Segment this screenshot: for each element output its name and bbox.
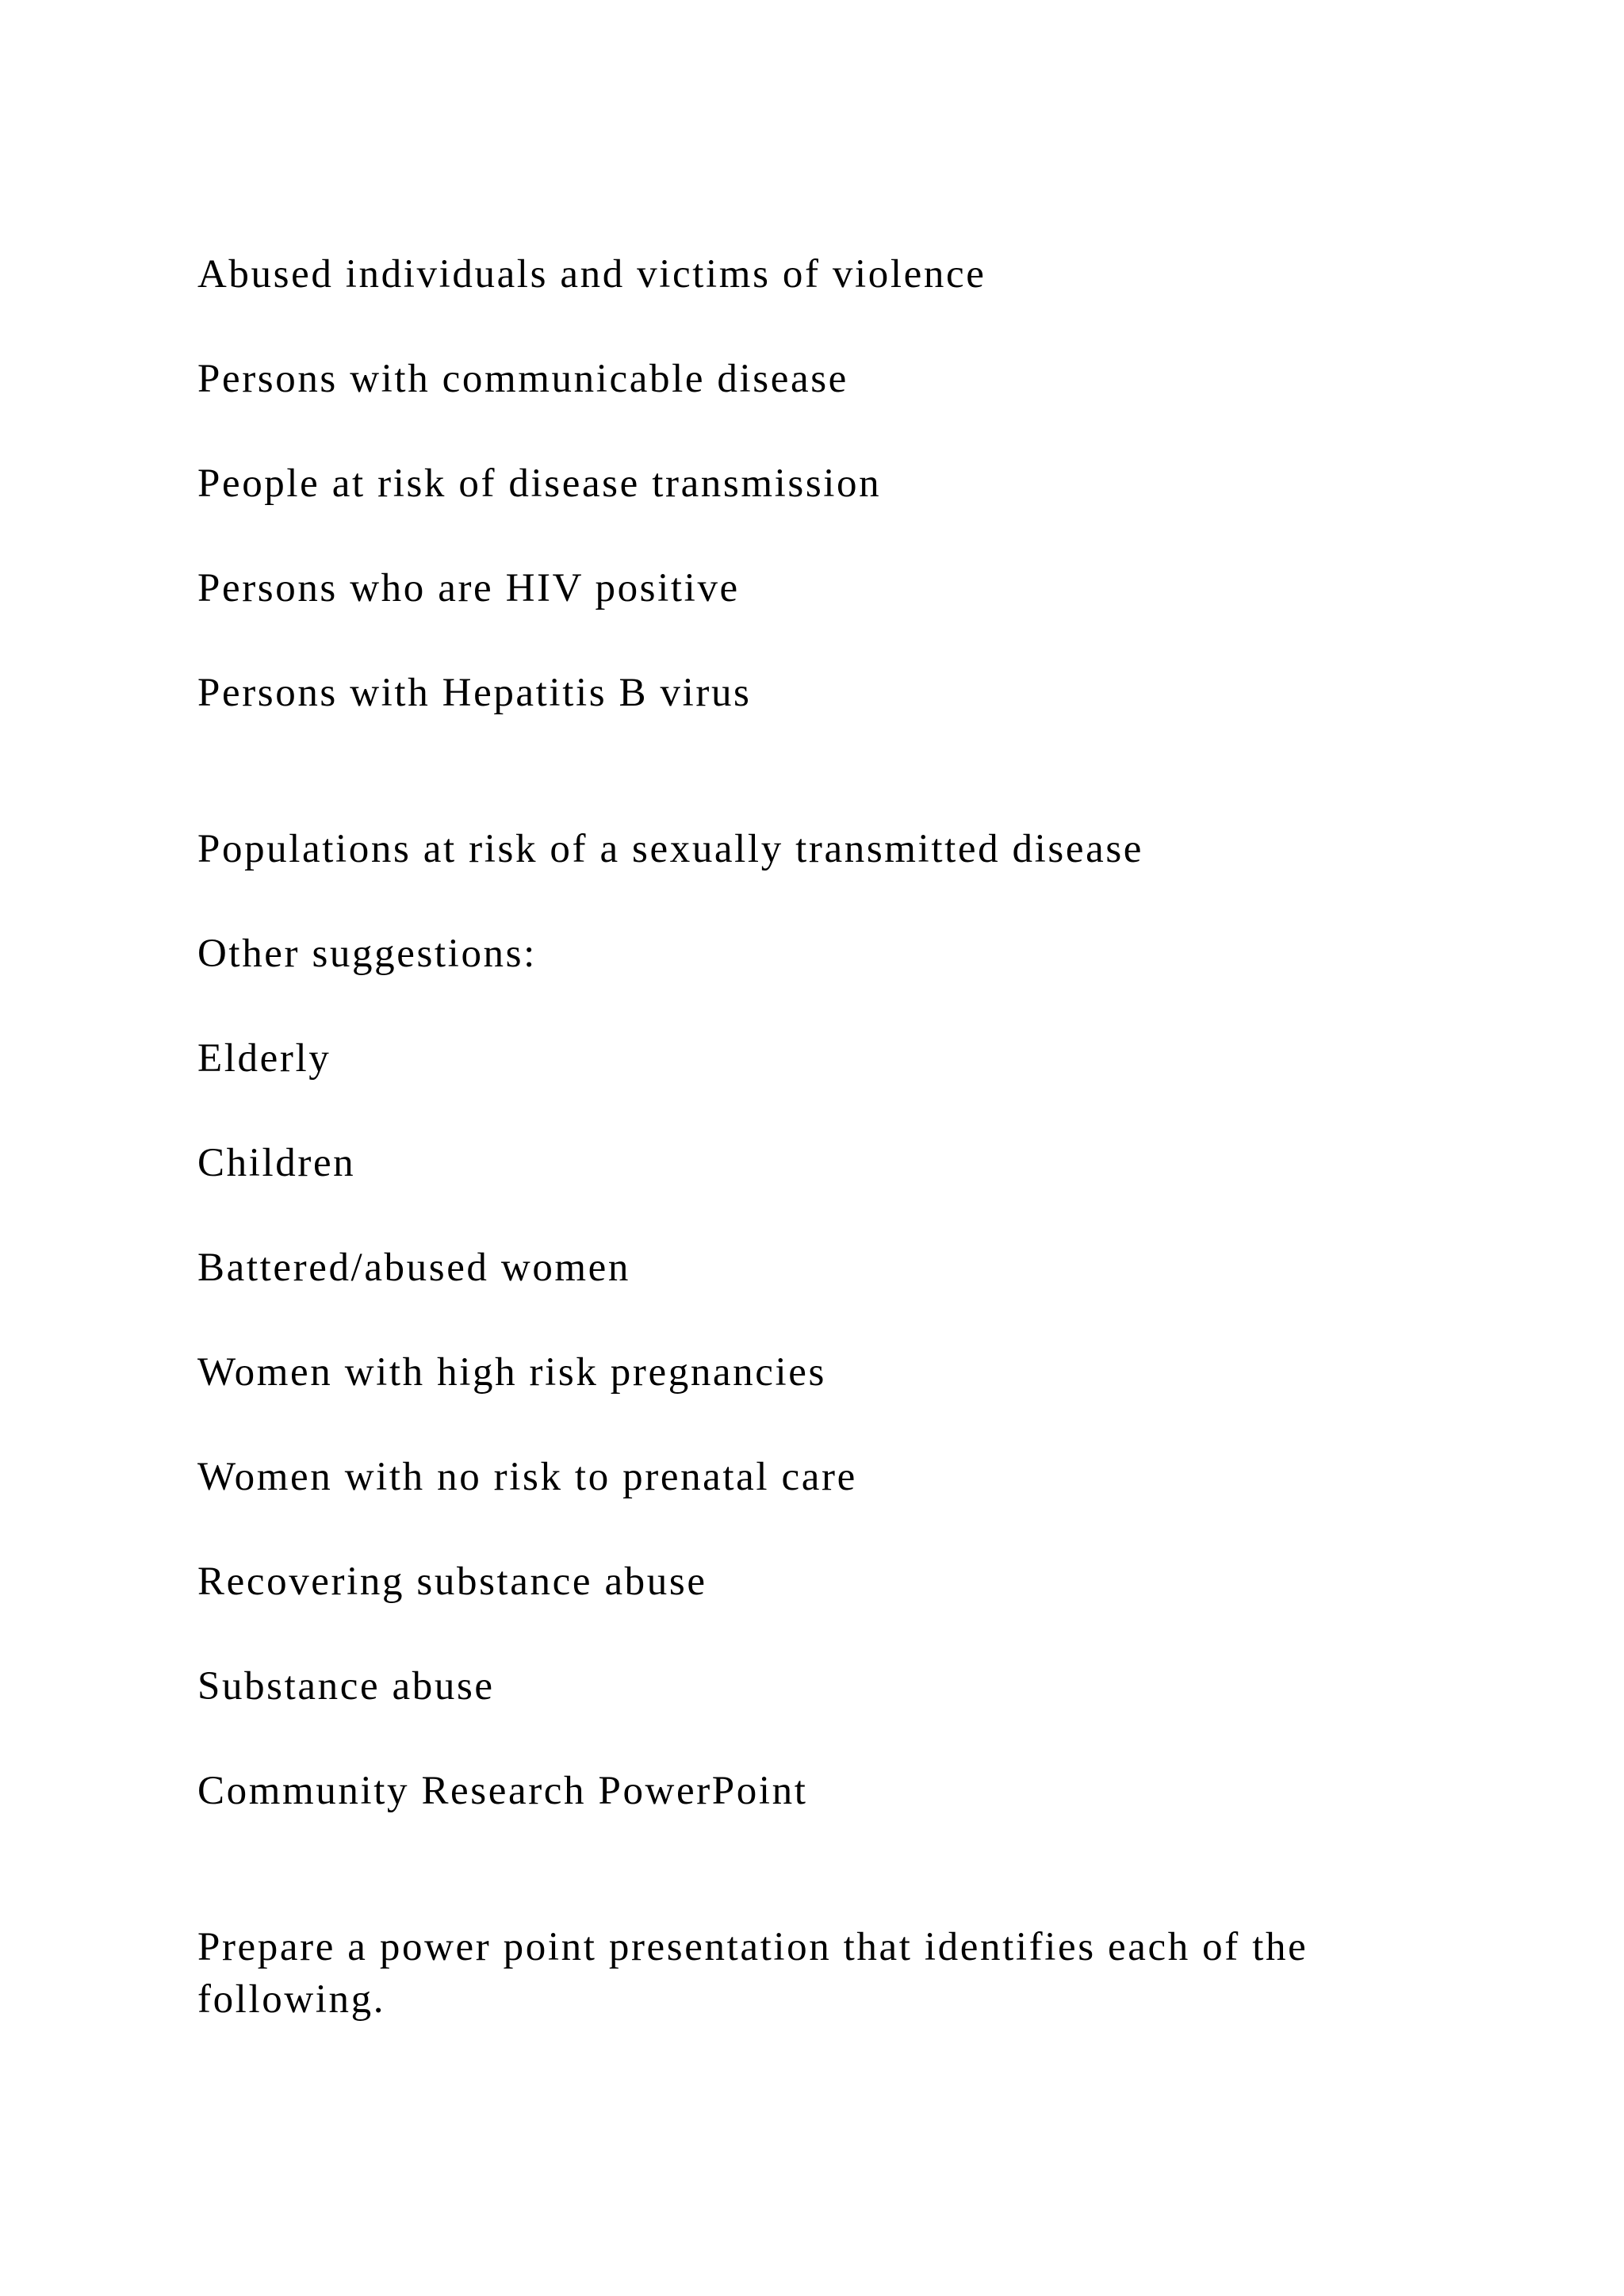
text-line: Community Research PowerPoint xyxy=(197,1769,808,1813)
text-line: People at risk of disease transmission xyxy=(197,461,882,506)
text-line: Substance abuse xyxy=(197,1664,495,1709)
text-line: Children xyxy=(197,1141,356,1185)
text-line: Persons with communicable disease xyxy=(197,357,848,401)
text-line: Women with high risk pregnancies xyxy=(197,1350,826,1395)
text-line: Populations at risk of a sexually transmitted disease xyxy=(197,827,1144,871)
text-line: Women with no risk to prenatal care xyxy=(197,1455,857,1499)
text-line: Abused individuals and victims of violence xyxy=(197,252,986,297)
text-line: Persons who are HIV positive xyxy=(197,566,740,610)
text-line: Recovering substance abuse xyxy=(197,1559,707,1604)
text-line: Battered/abused women xyxy=(197,1246,631,1290)
final-paragraph: Prepare a power point presentation that identifies each of the following. xyxy=(197,1925,1308,2022)
text-line: Elderly xyxy=(197,1036,331,1081)
text-line: Other suggestions: xyxy=(197,932,537,976)
text-line: Persons with Hepatitis B virus xyxy=(197,671,752,715)
